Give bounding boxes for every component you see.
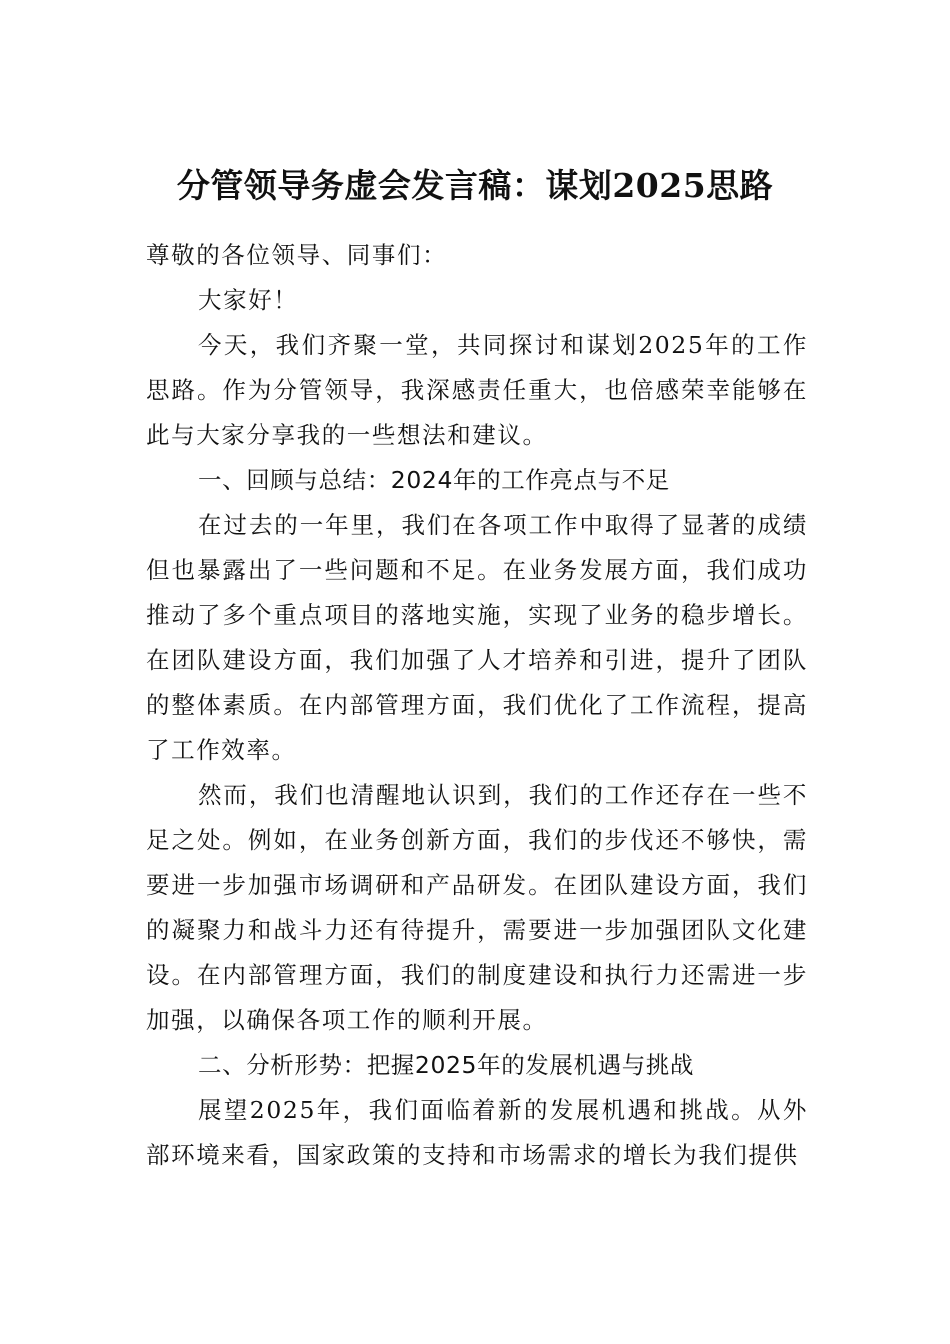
document-title: 分管领导务虚会发言稿：谋划2025思路 (176, 166, 774, 205)
section-2-heading: 二、分析形势：把握2025年的发展机遇与挑战 (198, 1051, 695, 1079)
section-2-paragraph-1: 展望2025年，我们面临着新的发展机遇和挑战。从外部环境来看，国家政策的支持和市场需求的增长为我们提供 (146, 1096, 808, 1169)
section-1-heading: 一、回顾与总结：2024年的工作亮点与不足 (198, 466, 670, 494)
document-body (146, 233, 808, 1178)
intro-paragraph: 今天，我们齐聚一堂，共同探讨和谋划2025年的工作思路。作为分管领导，我深感责任重大，也倍感荣幸能够在此与大家分享我的一些想法和建议。 (146, 331, 808, 449)
section-1-paragraph-1: 在过去的一年里，我们在各项工作中取得了显著的成绩但也暴露出了一些问题和不足。在业务发展方面，我们成功推动了多个重点项目的落地实施，实现了业务的稳步增长。在团队建设方面，我们加强了人才培养和引进，提升了团队的整体素质。在内部管理方面，我们优化了工作流程，提高了工作效率。 (146, 511, 808, 764)
salutation: 尊敬的各位领导、同事们： (146, 241, 448, 269)
section-1-paragraph-2: 然而，我们也清醒地认识到，我们的工作还存在一些不足之处。例如，在业务创新方面，我们的步伐还不够快，需要进一步加强市场调研和产品研发。在团队建设方面，我们的凝聚力和战斗力还有待提升，需要进一步加强团队文化建设。在内部管理方面，我们的制度建设和执行力还需进一步加强，以确保各项工作的顺利开展。 (146, 781, 808, 1034)
greeting: 大家好！ (198, 286, 299, 314)
